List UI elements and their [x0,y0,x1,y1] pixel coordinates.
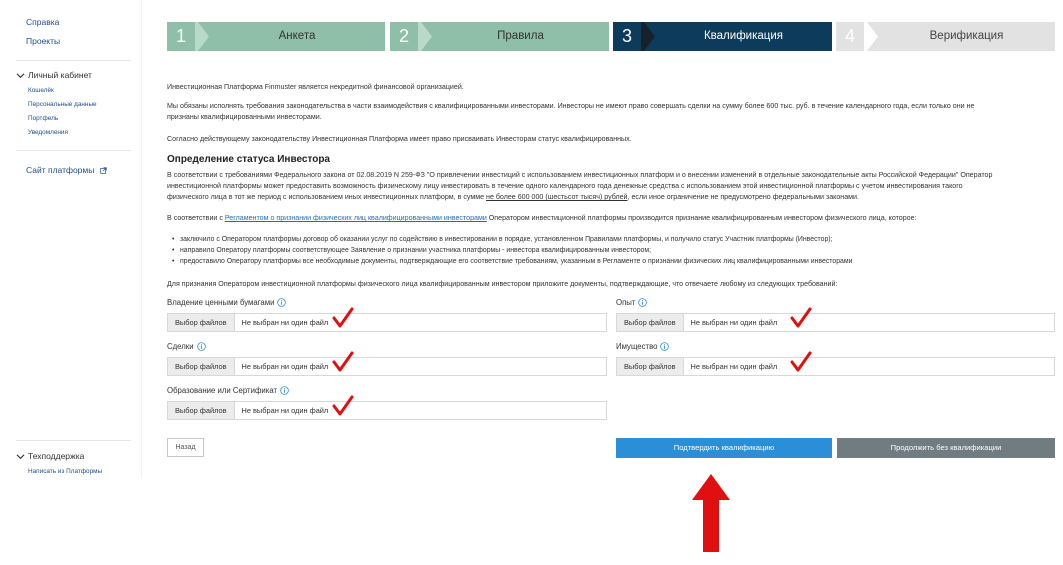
file-input-property[interactable] [616,357,1055,376]
step-number: 1 [175,26,186,46]
choose-files-button[interactable]: Выбор файлов [168,314,235,331]
law-paragraph: В соответствии с требованиями Федерального закона от 02.08.2019 N 259-ФЗ "О привлечении инвестиций с использованием инвестиционных платформ и о внесении изменений в отдельные законодательные акты Российской Федерации" Оператор [167,171,993,179]
intro-paragraph: Согласно действующему законодательству Инвестиционная Платформа имеет право присваивать Инвесторам статус квалифицированных. [167,135,632,143]
file-status: Не выбран ни один файл [690,362,778,371]
instruction-text: Для признания Оператором инвестиционной платформы физического лица квалифицированным инвестором приложите документы, подтверждающие, что отвечаете любому из следующих требований: [167,280,838,288]
field-label-securities [167,298,286,307]
step-label: Анкета [278,30,316,42]
sidebar-link-site[interactable] [26,165,107,175]
file-input-securities[interactable] [167,313,607,332]
sidebar-link-help[interactable]: Справка [26,17,60,27]
file-status: Не выбран ни один файл [241,362,329,371]
progress-steps [167,22,1055,51]
list-item: • заключило с Оператором платформы договор об оказании услуг по содействию в инвестировании в порядке, установленном Правилами платформы, и получило статус Участник платформы (Инвестор); [172,234,852,245]
sidebar [0,0,141,478]
file-input-education[interactable] [167,401,607,420]
sidebar-item-notifications[interactable]: Уведомления [28,129,68,136]
regulation-text: В соответствии с [167,214,225,222]
sidebar-item-write-support[interactable]: Написать из Платформы [28,468,103,475]
file-status: Не выбран ни один файл [241,318,329,327]
file-status: Не выбран ни один файл [690,318,778,327]
sidebar-link-site-label: Сайт платформы [26,165,95,175]
regulation-text: Оператором инвестиционной платформы производится признание квалифицированным инвестором физического лица, которое: [486,214,917,222]
sidebar-section-cabinet[interactable] [16,70,92,80]
list-item: • предоставило Оператору платформы все необходимые документы, подтверждающие его соответствие требованиям, указанным в Регламенте о признании физических лиц квалифицированными инвесторами [172,256,852,267]
checkmark-icon [790,351,812,373]
back-button[interactable]: Назад [167,438,204,457]
step-label: Правила [497,30,544,42]
file-input-deals[interactable] [167,357,607,376]
step-number: 3 [621,26,632,46]
sidebar-item-wallet[interactable]: Кошелёк [28,87,54,94]
sidebar-divider [16,60,131,61]
step-arrow-icon [418,22,432,51]
field-label-text: Имущество [616,342,658,351]
field-label-education [167,386,289,395]
intro-paragraph: Инвестиционная Платформа Finmuster является некредитной финансовой организацией. [167,83,464,91]
field-label-experience [616,298,647,307]
step-number: 2 [398,26,409,46]
sidebar-section-support[interactable] [16,451,84,461]
law-paragraph [167,192,859,203]
regulation-link[interactable]: Регламентом о признании физических лиц квалифицированными инвесторами [224,214,487,222]
choose-files-button[interactable]: Выбор файлов [168,402,235,419]
step-questionnaire[interactable] [167,22,385,51]
step-arrow-icon [195,22,209,51]
continue-without-qualification-button[interactable]: Продолжить без квалификации [837,438,1055,458]
law-text: , если иное ограничение не предусмотрено федеральными законами. [627,193,859,201]
info-icon[interactable] [660,342,669,351]
section-heading: Определение статуса Инвестора [167,154,330,165]
sidebar-section-label: Личный кабинет [28,70,92,80]
step-number: 4 [844,26,855,46]
step-verification[interactable] [836,22,1055,51]
list-item: • направило Оператору платформы соответствующее Заявление о признании участника платформы - инвестора квалифицированным инвестором; [172,245,852,256]
step-qualification[interactable] [613,22,832,51]
checkmark-icon [332,307,354,329]
intro-paragraph: Мы обязаны исполнять требования законодательства в части взаимодействия с квалифицированными инвесторами. Инвесторы не имеют право совершать сделки на сумму более 600 тыс. руб. в течение календарного года, если только они не [167,102,975,110]
step-label: Квалификация [703,30,783,42]
law-limit-text: не более 600 000 (шестьсот тысяч) рублей [486,193,628,201]
chevron-down-icon [16,452,25,461]
choose-files-button[interactable]: Выбор файлов [617,314,684,331]
info-icon[interactable] [638,298,647,307]
info-icon[interactable] [197,342,206,351]
chevron-down-icon [16,71,25,80]
field-label-deals [167,342,206,351]
sidebar-link-projects[interactable]: Проекты [26,36,61,46]
field-label-text: Опыт [616,298,636,307]
confirm-qualification-button[interactable]: Подтвердить квалификацию [616,438,832,458]
field-label-text: Образование или Сертификат [167,386,278,395]
sidebar-item-personal-data[interactable]: Персональные данные [28,101,97,108]
step-arrow-icon [864,22,878,51]
field-label-text: Сделки [167,342,194,351]
choose-files-button[interactable]: Выбор файлов [617,358,684,375]
intro-paragraph: признаны квалифицированными инвесторами. [167,113,322,121]
choose-files-button[interactable]: Выбор файлов [168,358,235,375]
step-arrow-icon [641,22,655,51]
checkmark-icon [332,351,354,373]
step-label: Верификация [929,30,1004,42]
field-label-property [616,342,669,351]
checkmark-icon [332,395,354,417]
sidebar-divider [16,150,131,151]
info-icon[interactable] [280,386,289,395]
checkmark-icon [790,307,812,329]
sidebar-item-portfolio[interactable]: Портфель [28,115,59,122]
external-link-icon [100,167,107,174]
file-input-experience[interactable] [616,313,1055,332]
page-background [0,478,142,565]
law-paragraph: инвестиционной платформы может предоставить возможность физическому лицу инвестировать в течение одного календарного года денежные средства с использованием этой инвестиционной платформы с учетом инвестирования такого [167,182,963,190]
main-content [142,0,1063,565]
field-label-text: Владение ценными бумагами [167,298,275,307]
step-rules[interactable] [390,22,609,51]
requirements-list [172,234,852,267]
info-icon[interactable] [277,298,286,307]
file-status: Не выбран ни один файл [241,406,329,415]
sidebar-divider [16,440,131,441]
law-text: физического лица в тот же период с использованием иных инвестиционных платформ, в сумме [167,193,487,201]
regulation-paragraph [167,213,917,224]
sidebar-section-label: Техподдержка [28,451,85,461]
arrow-up-icon [692,474,730,552]
